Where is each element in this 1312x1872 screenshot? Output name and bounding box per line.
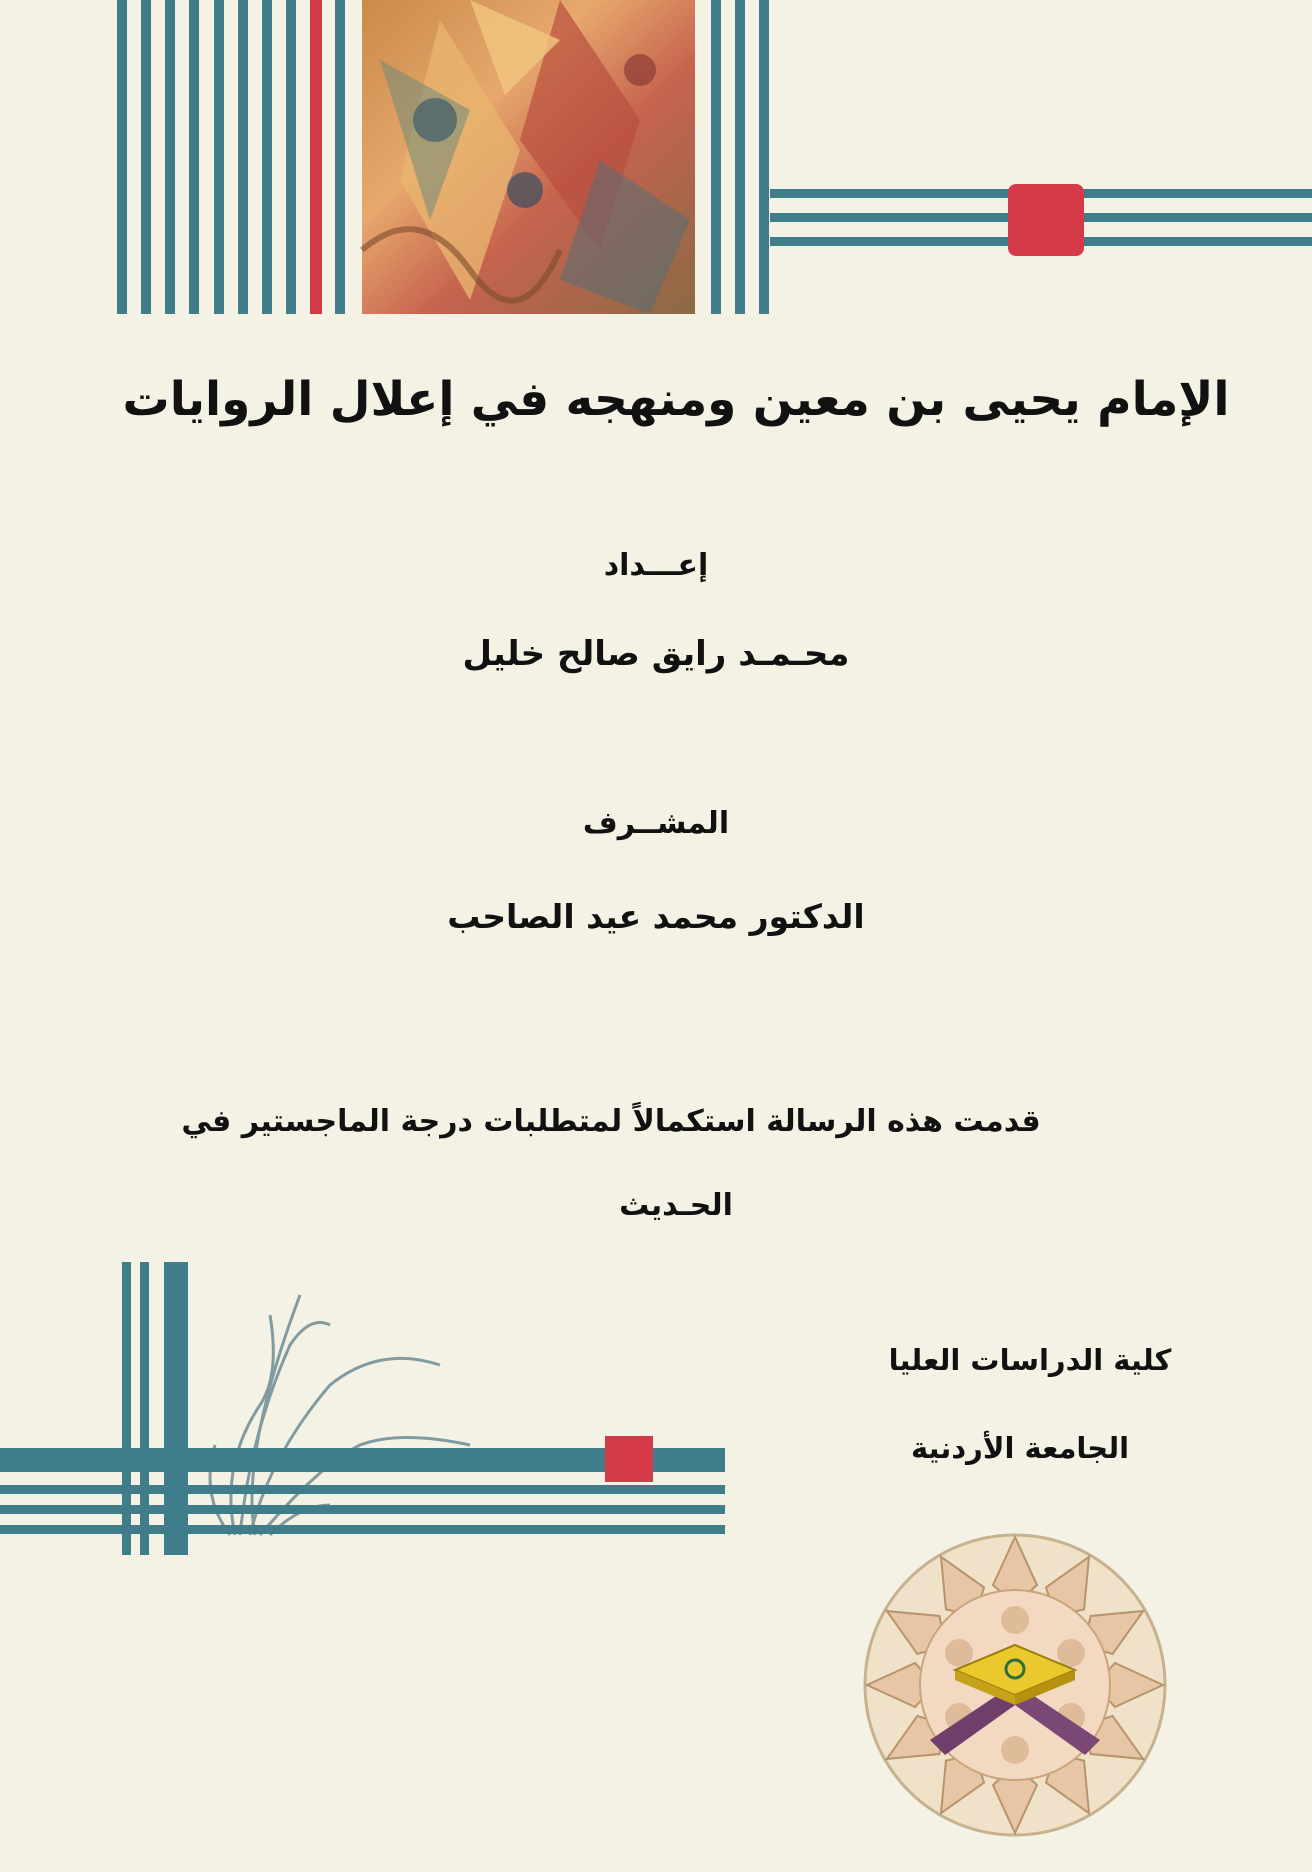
- mosaic-painting: [362, 0, 695, 314]
- supervisor-name: الدكتور محمد عيد الصاحب: [447, 897, 865, 936]
- bottom-decoration: [0, 1255, 740, 1555]
- university-emblem: [855, 1525, 1175, 1845]
- bottom-red-square: [605, 1436, 653, 1482]
- prepared-by-label: إعـــداد: [603, 548, 709, 583]
- faculty-name: كلية الدراسات العليا: [888, 1343, 1172, 1377]
- grass-illustration: [210, 1295, 470, 1535]
- degree-statement-line2: الحـديث: [619, 1188, 733, 1223]
- top-right-stripes: [711, 0, 769, 314]
- supervisor-label: المشــرف: [582, 806, 730, 841]
- top-red-square: [1008, 184, 1084, 256]
- degree-statement-line1: قدمت هذه الرسالة استكمالاً لمتطلبات درجة الماجستير في: [181, 1104, 1041, 1139]
- university-name: الجامعة الأردنية: [910, 1431, 1130, 1465]
- top-red-stripe: [310, 0, 322, 314]
- author-name: محـمـد رايق صالح خليل: [462, 634, 850, 674]
- top-decoration: [0, 0, 1312, 320]
- thesis-title: الإمام يحيى بن معين ومنهجه في إعلال الروايات: [122, 372, 1230, 427]
